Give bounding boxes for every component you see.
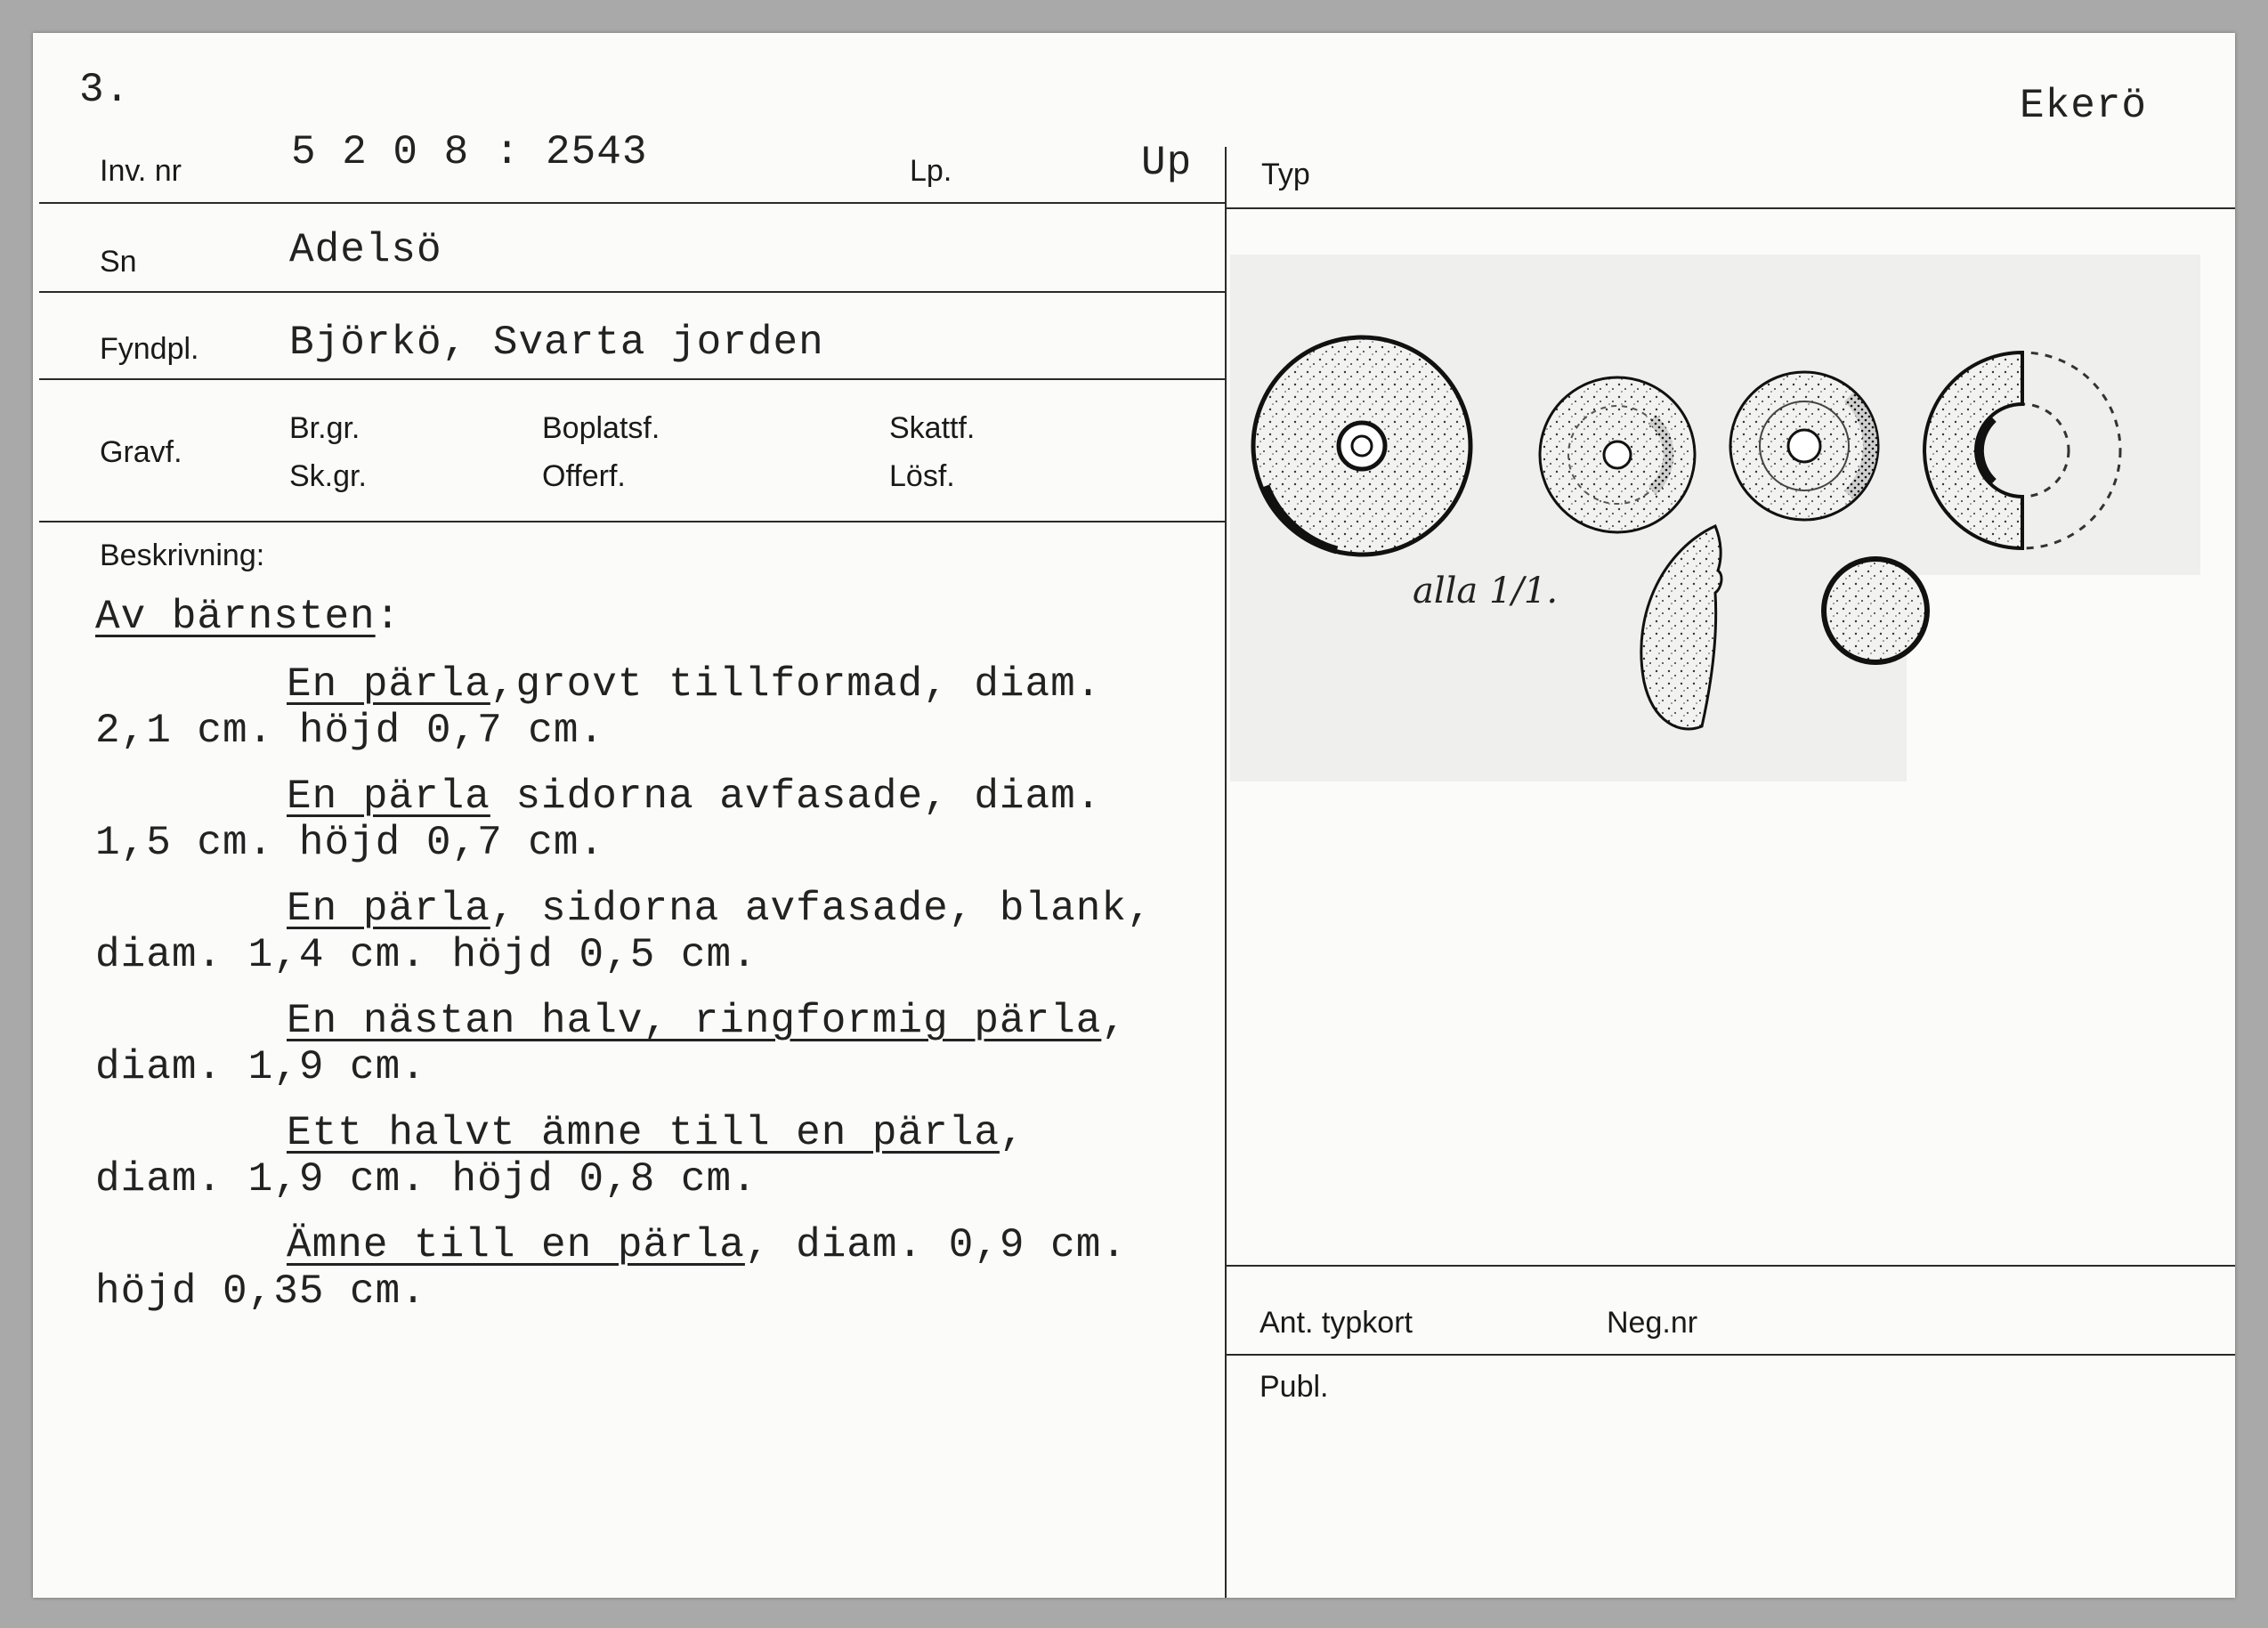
entry-1-title: En pärla — [287, 661, 490, 708]
type-drawing — [1230, 219, 2200, 782]
rule-fyndpl — [39, 378, 1225, 380]
scale-note: alla 1/1. — [1413, 571, 1559, 612]
parish-name: Adelsö — [289, 227, 442, 273]
entry-2-title: En pärla — [287, 774, 490, 820]
material-heading-colon: : — [375, 594, 401, 640]
material-heading-text: Av bärnsten — [95, 594, 376, 640]
entry-5-title: Ett halvt ämne till en pärla — [287, 1110, 1000, 1156]
entry-2-line-2: 1,5 cm. höjd 0,7 cm. — [95, 820, 605, 866]
entry-6-rest: , diam. 0,9 cm. — [744, 1222, 1127, 1268]
entry-1-rest: ,grovt tillformad, diam. — [490, 661, 1102, 708]
catalog-card — [33, 33, 2235, 1598]
bead-3-drawing — [1730, 372, 1878, 520]
entry-6-line-2: höjd 0,35 cm. — [95, 1268, 426, 1315]
entry-1-line-2: 2,1 cm. höjd 0,7 cm. — [95, 708, 605, 754]
brgr-label: Br.gr. — [289, 411, 360, 445]
entry-6-line-1 — [287, 1222, 1127, 1268]
bead-2-drawing — [1540, 377, 1695, 532]
entry-5-line-2: diam. 1,9 cm. höjd 0,8 cm. — [95, 1156, 757, 1203]
rule-gravf — [39, 521, 1225, 522]
losf-label: Lösf. — [889, 459, 955, 493]
offerf-label: Offerf. — [542, 459, 626, 493]
lp-label: Lp. — [910, 154, 952, 188]
fyndpl-label: Fyndpl. — [100, 332, 199, 366]
sn-label: Sn — [100, 245, 137, 279]
rule-typ — [1227, 207, 2235, 209]
column-divider — [1225, 147, 1227, 1598]
rule-sn — [39, 291, 1225, 293]
skgr-label: Sk.gr. — [289, 459, 367, 493]
rule-inv — [39, 202, 1225, 204]
province-code: Up — [1141, 140, 1193, 186]
inv-number: 5 2 0 8 : 2543 — [291, 129, 648, 175]
material-heading — [95, 594, 401, 640]
rule-typkort-bottom — [1227, 1354, 2235, 1356]
bead-1-drawing — [1253, 337, 1470, 555]
find-place: Björkö, Svarta jorden — [289, 320, 824, 366]
gravf-label: Gravf. — [100, 435, 182, 469]
entry-4-rest: , — [1101, 998, 1127, 1044]
entry-3-line-1 — [287, 886, 1153, 932]
boplatsf-label: Boplatsf. — [542, 411, 660, 445]
publ-label: Publ. — [1260, 1370, 1329, 1404]
entry-4-line-1 — [287, 998, 1127, 1044]
entry-5-rest: , — [999, 1110, 1025, 1156]
entry-3-line-2: diam. 1,4 cm. höjd 0,5 cm. — [95, 932, 757, 978]
entry-4-title: En nästan halv, ringformig pärla — [287, 998, 1102, 1044]
entry-2-rest: sidorna avfasade, diam. — [490, 774, 1102, 820]
negnr-label: Neg.nr — [1607, 1306, 1698, 1340]
ant-typkort-label: Ant. typkort — [1260, 1306, 1413, 1340]
entry-4-line-2: diam. 1,9 cm. — [95, 1044, 426, 1090]
entry-3-title: En pärla — [287, 886, 490, 932]
entry-2-line-1 — [287, 774, 1101, 820]
bead-6-drawing — [1824, 559, 1927, 662]
entry-5-line-1 — [287, 1110, 1025, 1156]
beskrivning-label: Beskrivning: — [100, 539, 265, 572]
inv-label: Inv. nr — [100, 154, 182, 188]
skattf-label: Skattf. — [889, 411, 976, 445]
region-name: Ekerö — [2020, 83, 2148, 129]
typ-label: Typ — [1261, 158, 1310, 191]
entry-3-rest: , sidorna avfasade, blank, — [490, 886, 1153, 932]
card-number: 3. — [79, 67, 131, 113]
rule-typkort-top — [1227, 1265, 2235, 1267]
entry-6-title: Ämne till en pärla — [287, 1222, 745, 1268]
entry-1-line-1 — [287, 661, 1101, 708]
